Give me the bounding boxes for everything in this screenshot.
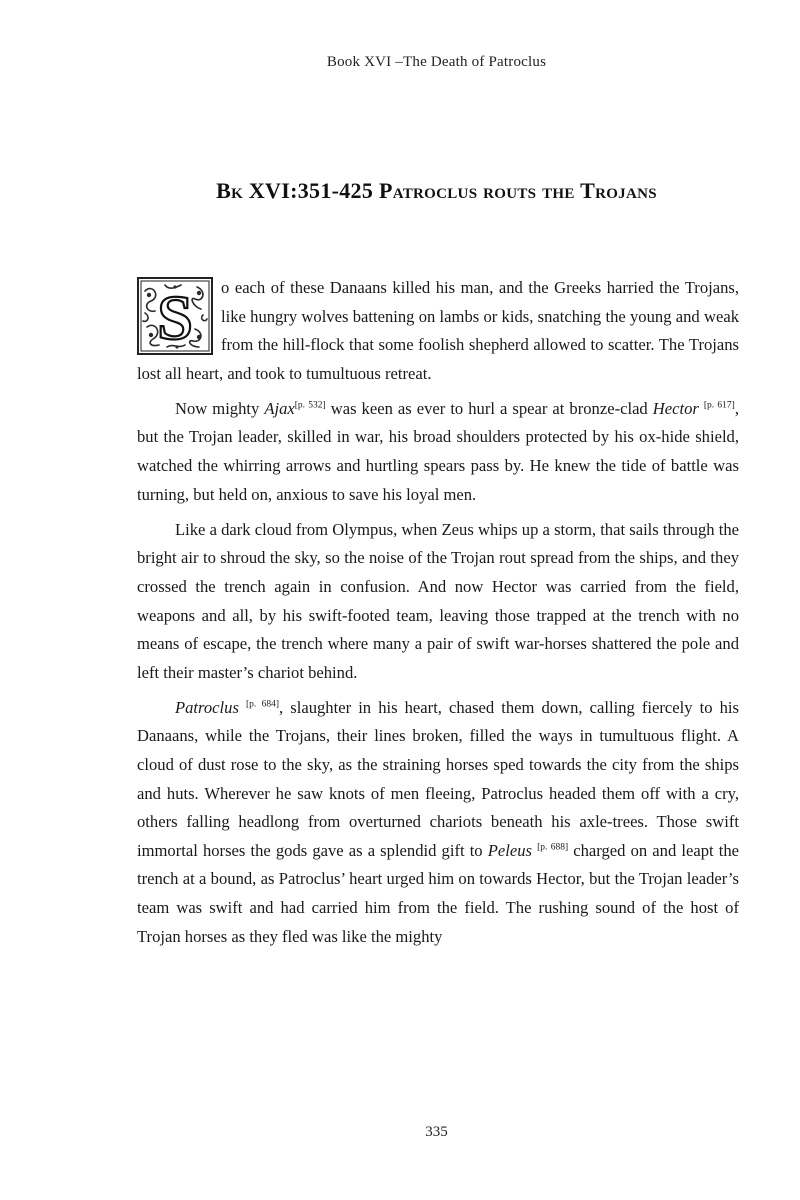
page-ref-patroclus[interactable]: [p. 684]: [246, 699, 280, 710]
link-ajax[interactable]: Ajax: [264, 398, 295, 418]
page-ref-peleus[interactable]: [p. 688]: [537, 842, 569, 853]
paragraph-1: S o each of these Danaans killed his man, and the Greeks harried the Trojans, like hungry wolves battening on lambs or kids, snatching the young and weak from the hill-flock that some foolish shepherd allowed to scatter. The Trojans lost all heart, and took to tumultuous retreat.: [137, 278, 739, 383]
chapter-title: Bk XVI:351-425 Patroclus routs the Trojans: [216, 178, 657, 203]
page-number: 335: [425, 1124, 448, 1140]
svg-text:S: S: [157, 282, 193, 353]
link-patroclus[interactable]: Patroclus: [175, 697, 239, 717]
body-text: [137, 274, 739, 958]
paragraph-4: Patroclus [p. 684], slaughter in his heart, chased them down, calling fiercely to his Danaans, while the Trojans, their lines broken, filled the ways in tumultuous flight. A cloud of dust rose to the sky, as the straining horses sped towards the city from the ships and huts. Wherever he saw knots of men fleeing, Patroclus headed them off with a cry, others falling headlong from overturned chariots beneath his axle-trees. Those swift immortal horses the gods gave as a splendid gift to Peleus [p. 688] charged on and leapt the trench at a bound, as Patroclus’ heart urged him on towards Hector, but the Trojan leader’s team was swift and had carried him from the field. The rushing sound of the host of Trojan horses as they fled was like the mighty: [137, 697, 740, 946]
dropcap-ornament-icon: [137, 277, 213, 355]
paragraph-2: Now mighty Ajax[p. 532] was keen as ever to hurl a spear at bronze-clad Hector [p. 617], but the Trojan leader, skilled in war, his broad shoulders protected by his ox-hide shield, watched the whirring arrows and hurtling spears pass by. He knew the tide of battle was turning, but held on, anxious to save his loyal men.: [137, 398, 739, 504]
link-peleus[interactable]: Peleus: [487, 840, 532, 860]
page-ref-ajax[interactable]: [p. 532]: [294, 400, 326, 411]
page-ref-hector[interactable]: [p. 617]: [703, 400, 735, 411]
running-head: Book XVI –The Death of Patroclus: [326, 54, 547, 70]
link-hector[interactable]: Hector: [652, 398, 699, 418]
paragraph-3: Like a dark cloud from Olympus, when Zeus whips up a storm, that sails through the bright air to shroud the sky, so the noise of the Trojan rout spread from the ships, and they crossed the trench again in confusion. And now Hector was carried from the field, weapons and all, by his swift-footed team, leaving those trapped at the trench with no means of escape, the trench where many a pair of swift war-horses shattered the pole and left their master’s chariot behind.: [137, 519, 739, 682]
dropcap-ornament: [137, 277, 213, 355]
